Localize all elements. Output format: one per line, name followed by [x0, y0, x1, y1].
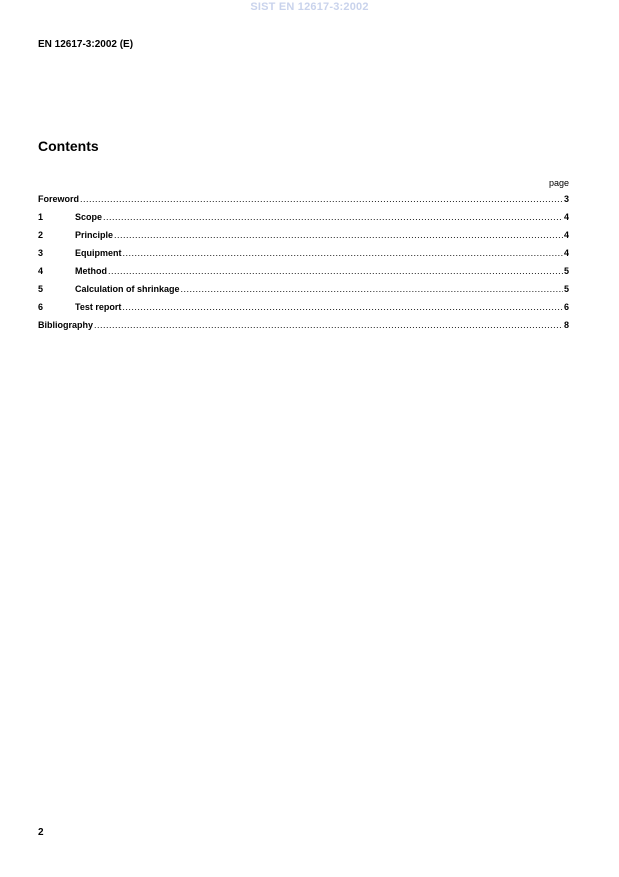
toc-entry-test-report[interactable]: [38, 302, 569, 320]
toc-entry-number: 2: [38, 230, 44, 240]
toc-entry-title: Calculation of shrinkage: [75, 284, 180, 294]
toc-entry-page: 6: [563, 302, 569, 312]
toc-leader-dots: [94, 320, 563, 330]
toc-entry-number: 3: [38, 248, 44, 258]
toc-entry-title: Bibliography: [38, 320, 94, 330]
toc-entry-title: Equipment: [75, 248, 122, 258]
toc-entry-title: Foreword: [38, 194, 80, 204]
toc-entry-number: 4: [38, 266, 44, 276]
document-header: EN 12617-3:2002 (E): [38, 39, 134, 50]
toc-entry-principle[interactable]: [38, 230, 569, 248]
toc-entry-method[interactable]: [38, 266, 569, 284]
toc-leader-dots: [80, 194, 563, 204]
toc-entry-page: 3: [563, 194, 569, 204]
toc-leader-dots: [181, 284, 563, 294]
footer-page-number: 2: [38, 827, 44, 838]
toc-entry-foreword[interactable]: [38, 194, 569, 212]
toc-leader-dots: [103, 212, 563, 222]
toc-entry-title: Scope: [75, 212, 103, 222]
watermark: SIST EN 12617-3:2002: [250, 1, 369, 13]
toc-entry-page: 4: [563, 212, 569, 222]
toc-entry-page: 5: [563, 284, 569, 294]
toc-entry-scope[interactable]: [38, 212, 569, 230]
toc-entry-page: 4: [563, 230, 569, 240]
toc-entry-bibliography[interactable]: [38, 320, 569, 338]
toc-leader-dots: [108, 266, 563, 276]
toc-leader-dots: [123, 248, 563, 258]
toc-entry-title: Test report: [75, 302, 122, 312]
toc-leader-dots: [122, 302, 563, 312]
table-of-contents: [38, 194, 569, 338]
page-column-label: page: [548, 178, 569, 188]
toc-entry-number: 1: [38, 212, 44, 222]
toc-entry-page: 5: [563, 266, 569, 276]
toc-entry-calculation-of-shrinkage[interactable]: [38, 284, 569, 302]
contents-title: Contents: [38, 138, 99, 154]
toc-entry-title: Method: [75, 266, 107, 276]
toc-entry-page: 4: [563, 248, 569, 258]
toc-entry-page: 8: [563, 320, 569, 330]
toc-entry-title: Principle: [75, 230, 114, 240]
toc-entry-number: 5: [38, 284, 44, 294]
toc-entry-equipment[interactable]: [38, 248, 569, 266]
toc-entry-number: 6: [38, 302, 44, 312]
toc-leader-dots: [114, 230, 563, 240]
